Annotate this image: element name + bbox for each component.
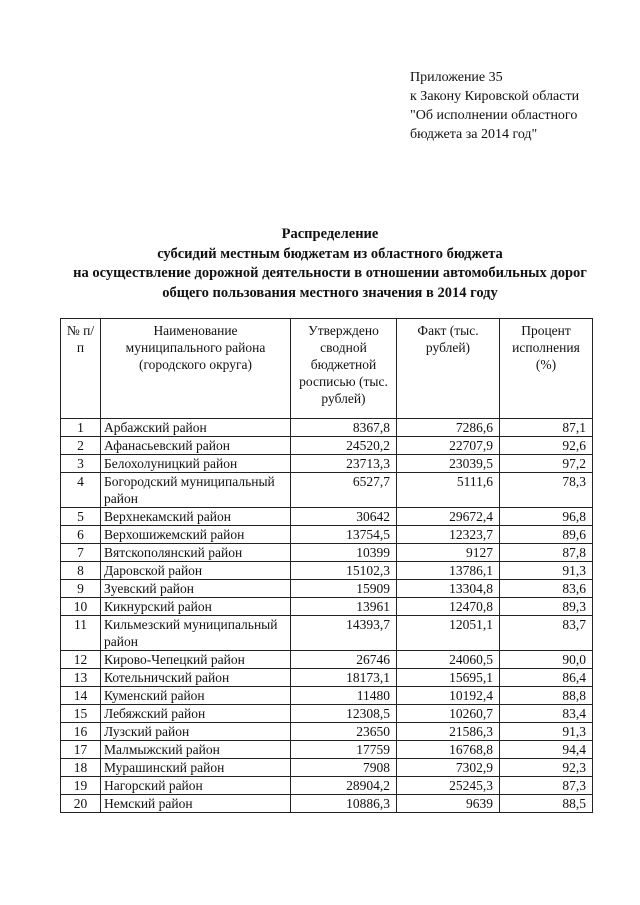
row-percent-value: 87,8 bbox=[500, 544, 593, 562]
row-fact-value: 13786,1 bbox=[397, 562, 500, 580]
table-row bbox=[61, 616, 593, 651]
row-approved-value: 18173,1 bbox=[291, 669, 397, 687]
row-percent-value: 92,3 bbox=[500, 759, 593, 777]
row-approved-value: 10399 bbox=[291, 544, 397, 562]
appendix-note bbox=[410, 68, 579, 144]
table-body bbox=[61, 419, 593, 813]
row-number: 20 bbox=[61, 795, 101, 813]
row-number: 4 bbox=[61, 473, 101, 508]
row-fact-value: 13304,8 bbox=[397, 580, 500, 598]
row-number: 14 bbox=[61, 687, 101, 705]
subsidy-table bbox=[60, 318, 593, 813]
row-approved-value: 10886,3 bbox=[291, 795, 397, 813]
row-percent-value: 96,8 bbox=[500, 508, 593, 526]
row-approved-value: 15909 bbox=[291, 580, 397, 598]
row-approved-value: 13754,5 bbox=[291, 526, 397, 544]
row-percent-value: 86,4 bbox=[500, 669, 593, 687]
row-fact-value: 25245,3 bbox=[397, 777, 500, 795]
row-fact-value: 21586,3 bbox=[397, 723, 500, 741]
row-percent-value: 92,6 bbox=[500, 437, 593, 455]
row-fact-value: 29672,4 bbox=[397, 508, 500, 526]
row-district-name: Арбажский район bbox=[101, 419, 291, 437]
appendix-line: бюджета за 2014 год" bbox=[410, 127, 538, 142]
row-district-name: Кильмезский муниципальный район bbox=[101, 616, 291, 651]
row-district-name: Зуевский район bbox=[101, 580, 291, 598]
row-approved-value: 6527,7 bbox=[291, 473, 397, 508]
row-district-name: Даровской район bbox=[101, 562, 291, 580]
row-approved-value: 26746 bbox=[291, 651, 397, 669]
row-percent-value: 97,2 bbox=[500, 455, 593, 473]
table-row bbox=[61, 419, 593, 437]
row-number: 9 bbox=[61, 580, 101, 598]
row-number: 10 bbox=[61, 598, 101, 616]
row-number: 16 bbox=[61, 723, 101, 741]
row-percent-value: 88,8 bbox=[500, 687, 593, 705]
row-fact-value: 23039,5 bbox=[397, 455, 500, 473]
row-number: 18 bbox=[61, 759, 101, 777]
row-approved-value: 7908 bbox=[291, 759, 397, 777]
table-row bbox=[61, 669, 593, 687]
table-row bbox=[61, 777, 593, 795]
row-approved-value: 17759 bbox=[291, 741, 397, 759]
table-row bbox=[61, 705, 593, 723]
row-number: 11 bbox=[61, 616, 101, 651]
table-row bbox=[61, 687, 593, 705]
table-row bbox=[61, 526, 593, 544]
row-fact-value: 10192,4 bbox=[397, 687, 500, 705]
appendix-line: "Об исполнении областного bbox=[410, 108, 578, 123]
table-row bbox=[61, 795, 593, 813]
row-district-name: Котельничский район bbox=[101, 669, 291, 687]
row-approved-value: 23713,3 bbox=[291, 455, 397, 473]
row-fact-value: 10260,7 bbox=[397, 705, 500, 723]
title-line: общего пользования местного значения в 2014 году bbox=[162, 284, 498, 301]
table-row bbox=[61, 455, 593, 473]
table-row bbox=[61, 580, 593, 598]
row-fact-value: 7286,6 bbox=[397, 419, 500, 437]
row-number: 12 bbox=[61, 651, 101, 669]
table-row bbox=[61, 544, 593, 562]
row-fact-value: 24060,5 bbox=[397, 651, 500, 669]
row-district-name: Немский район bbox=[101, 795, 291, 813]
row-percent-value: 91,3 bbox=[500, 562, 593, 580]
row-percent-value: 83,7 bbox=[500, 616, 593, 651]
row-number: 17 bbox=[61, 741, 101, 759]
appendix-line: к Закону Кировской области bbox=[410, 89, 580, 104]
table-row bbox=[61, 741, 593, 759]
row-fact-value: 22707,9 bbox=[397, 437, 500, 455]
row-approved-value: 8367,8 bbox=[291, 419, 397, 437]
row-district-name: Богородский муниципальный район bbox=[101, 473, 291, 508]
row-district-name: Кирово-Чепецкий район bbox=[101, 651, 291, 669]
row-fact-value: 9639 bbox=[397, 795, 500, 813]
row-percent-value: 83,4 bbox=[500, 705, 593, 723]
table-row bbox=[61, 562, 593, 580]
table-header-row bbox=[61, 319, 593, 419]
row-approved-value: 30642 bbox=[291, 508, 397, 526]
row-district-name: Малмыжский район bbox=[101, 741, 291, 759]
row-fact-value: 12470,8 bbox=[397, 598, 500, 616]
row-percent-value: 90,0 bbox=[500, 651, 593, 669]
row-number: 5 bbox=[61, 508, 101, 526]
header-fact: Факт (тыс. рублей) bbox=[397, 319, 500, 419]
row-district-name: Лузский район bbox=[101, 723, 291, 741]
header-percent: Процент исполнения (%) bbox=[500, 319, 593, 419]
row-fact-value: 16768,8 bbox=[397, 741, 500, 759]
row-district-name: Верхошижемский район bbox=[101, 526, 291, 544]
row-percent-value: 88,5 bbox=[500, 795, 593, 813]
row-approved-value: 14393,7 bbox=[291, 616, 397, 651]
row-fact-value: 12323,7 bbox=[397, 526, 500, 544]
row-percent-value: 78,3 bbox=[500, 473, 593, 508]
table-row bbox=[61, 598, 593, 616]
title-line: на осуществление дорожной деятельности в отношении автомобильных дорог bbox=[73, 265, 587, 281]
row-approved-value: 28904,2 bbox=[291, 777, 397, 795]
row-percent-value: 94,4 bbox=[500, 741, 593, 759]
document-title bbox=[40, 225, 620, 303]
row-percent-value: 87,3 bbox=[500, 777, 593, 795]
title-line: Распределение bbox=[281, 226, 379, 242]
table-row bbox=[61, 651, 593, 669]
row-number: 1 bbox=[61, 419, 101, 437]
row-percent-value: 89,3 bbox=[500, 598, 593, 616]
row-approved-value: 23650 bbox=[291, 723, 397, 741]
row-percent-value: 89,6 bbox=[500, 526, 593, 544]
row-district-name: Вятскополянский район bbox=[101, 544, 291, 562]
row-district-name: Белохолуницкий район bbox=[101, 455, 291, 473]
header-number: № п/п bbox=[61, 319, 101, 419]
table-row bbox=[61, 473, 593, 508]
row-percent-value: 91,3 bbox=[500, 723, 593, 741]
title-line: субсидий местным бюджетам из областного бюджета bbox=[157, 245, 503, 262]
table-row bbox=[61, 723, 593, 741]
row-district-name: Кикнурский район bbox=[101, 598, 291, 616]
row-approved-value: 11480 bbox=[291, 687, 397, 705]
row-district-name: Нагорский район bbox=[101, 777, 291, 795]
row-approved-value: 12308,5 bbox=[291, 705, 397, 723]
row-district-name: Афанасьевский район bbox=[101, 437, 291, 455]
row-fact-value: 12051,1 bbox=[397, 616, 500, 651]
row-number: 15 bbox=[61, 705, 101, 723]
row-fact-value: 5111,6 bbox=[397, 473, 500, 508]
row-number: 19 bbox=[61, 777, 101, 795]
row-number: 6 bbox=[61, 526, 101, 544]
row-district-name: Верхнекамский район bbox=[101, 508, 291, 526]
row-fact-value: 9127 bbox=[397, 544, 500, 562]
table-row bbox=[61, 437, 593, 455]
appendix-line: Приложение 35 bbox=[410, 70, 503, 85]
table-row bbox=[61, 759, 593, 777]
row-fact-value: 15695,1 bbox=[397, 669, 500, 687]
row-fact-value: 7302,9 bbox=[397, 759, 500, 777]
row-approved-value: 24520,2 bbox=[291, 437, 397, 455]
row-percent-value: 87,1 bbox=[500, 419, 593, 437]
header-approved: Утверждено сводной бюджетной росписью (тыс. рублей) bbox=[291, 319, 397, 419]
header-name: Наименование муниципального района (городского округа) bbox=[101, 319, 291, 419]
row-number: 8 bbox=[61, 562, 101, 580]
row-number: 7 bbox=[61, 544, 101, 562]
row-percent-value: 83,6 bbox=[500, 580, 593, 598]
row-district-name: Мурашинский район bbox=[101, 759, 291, 777]
row-district-name: Лебяжский район bbox=[101, 705, 291, 723]
row-approved-value: 15102,3 bbox=[291, 562, 397, 580]
row-number: 13 bbox=[61, 669, 101, 687]
row-district-name: Куменский район bbox=[101, 687, 291, 705]
row-number: 2 bbox=[61, 437, 101, 455]
row-number: 3 bbox=[61, 455, 101, 473]
table-row bbox=[61, 508, 593, 526]
row-approved-value: 13961 bbox=[291, 598, 397, 616]
